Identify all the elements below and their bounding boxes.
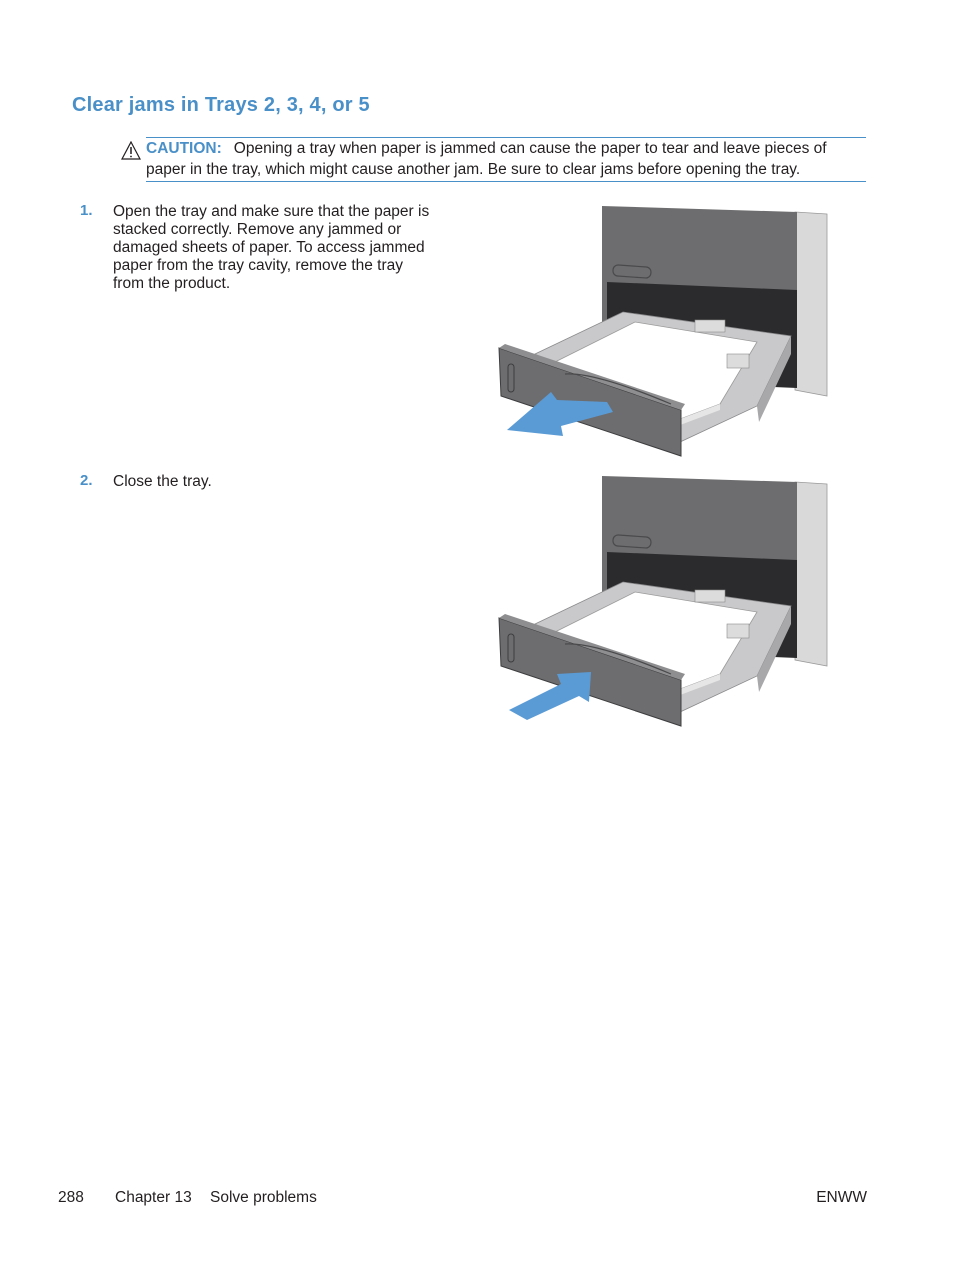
- step-1-line: from the product.: [113, 275, 231, 292]
- step-1-line: Open the tray and make sure that the paper is: [113, 203, 430, 220]
- step-2-text: [113, 473, 212, 491]
- step-1-number: 1.: [80, 202, 93, 219]
- step-1-text: [113, 203, 429, 293]
- step-1-line: stacked correctly. Remove any jammed or: [113, 221, 402, 238]
- footer-chapter: Chapter 13: [115, 1189, 192, 1206]
- step-1-line: paper from the tray cavity, remove the tray: [113, 257, 404, 274]
- footer-section: Solve problems: [210, 1189, 317, 1206]
- step-2-number: 2.: [80, 472, 93, 489]
- footer-right: ENWW: [816, 1189, 867, 1206]
- tray-open-illustration: [495, 204, 830, 460]
- caution-box: [146, 137, 866, 182]
- step-1-line: damaged sheets of paper. To access jammed: [113, 239, 425, 256]
- page-number: 288: [58, 1189, 84, 1206]
- section-heading: Clear jams in Trays 2, 3, 4, or 5: [72, 94, 370, 116]
- caution-message: Opening a tray when paper is jammed can cause the paper to tear and leave pieces of paper in the tray, which might cause another jam. Be sure to clear jams before opening the tray.: [146, 140, 827, 178]
- caution-label: CAUTION:: [146, 140, 222, 157]
- step-2-line: Close the tray.: [113, 473, 212, 490]
- caution-text-block: [146, 138, 862, 180]
- tray-close-illustration: [495, 474, 830, 730]
- warning-triangle-icon: [121, 141, 141, 160]
